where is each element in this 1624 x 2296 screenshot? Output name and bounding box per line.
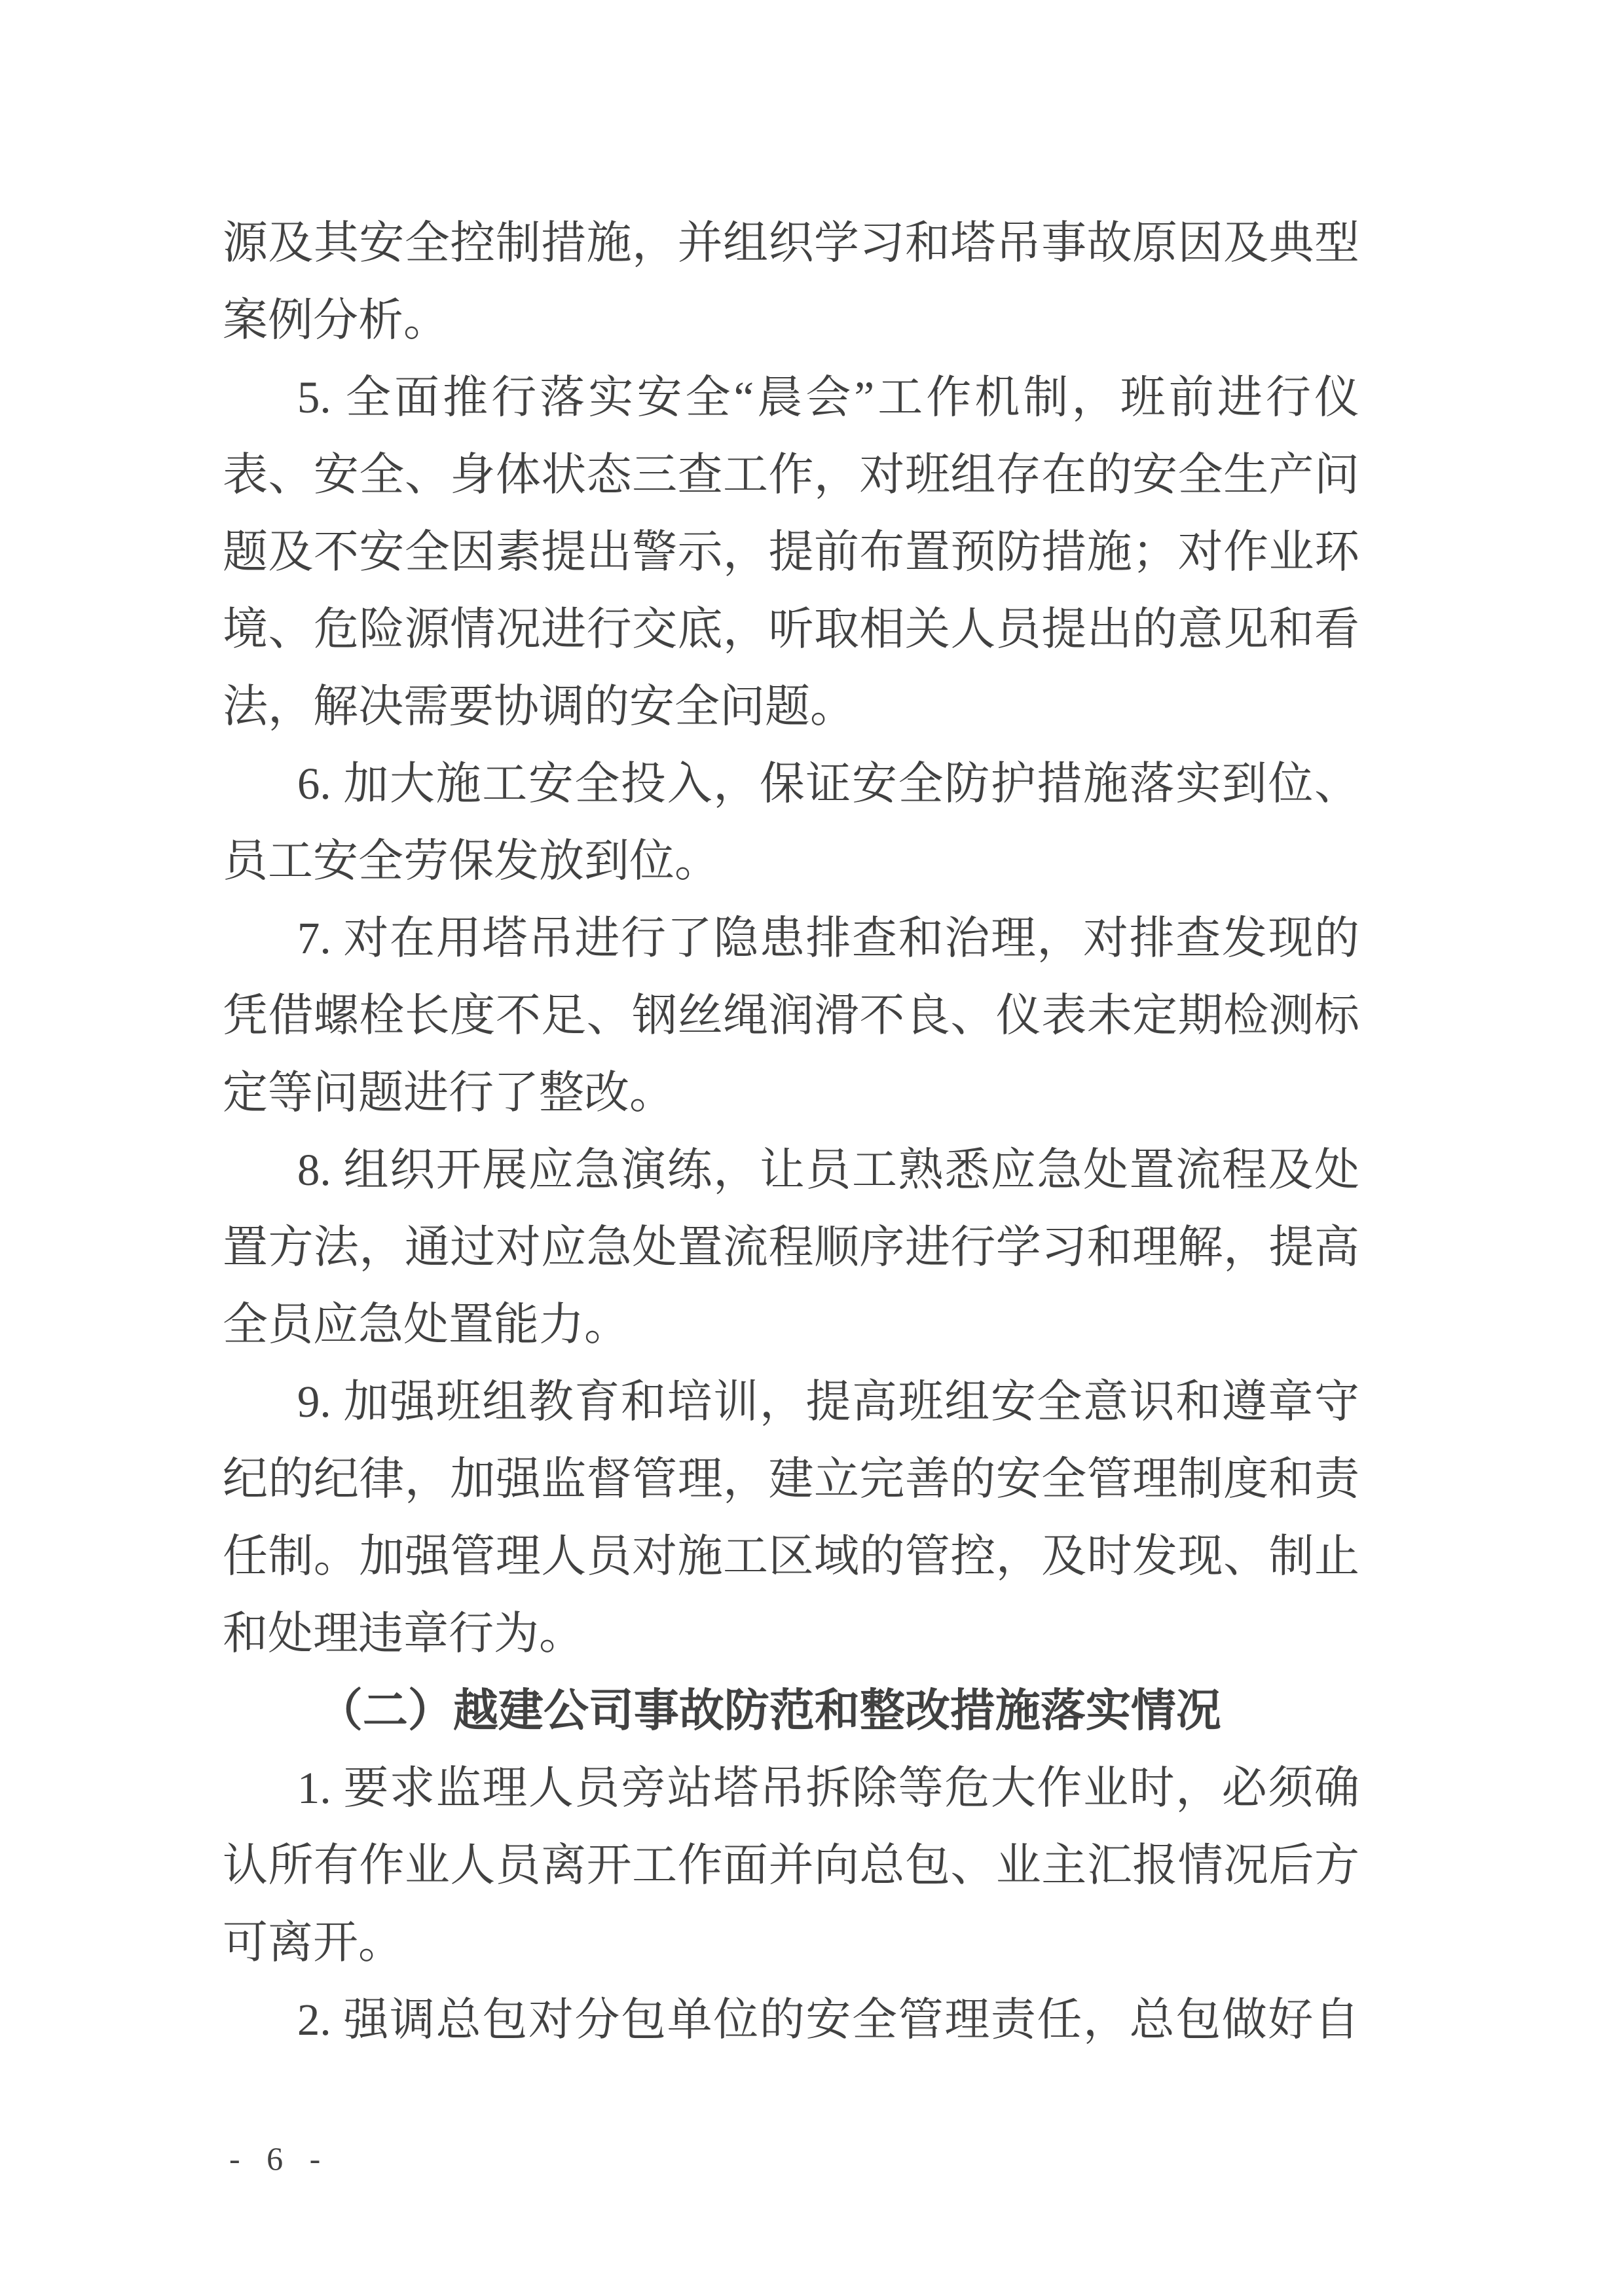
document-line: 法，解决需要协调的安全问题。 bbox=[223, 682, 855, 731]
document-line: 源及其安全控制措施，并组织学习和塔吊事故原因及典型 bbox=[223, 218, 1359, 268]
document-line: 7. 对在用塔吊进行了隐患排查和治理，对排查发现的 bbox=[297, 913, 1359, 963]
document-line: 6. 加大施工安全投入，保证安全防护措施落实到位、 bbox=[297, 759, 1359, 809]
document-line: 认所有作业人员离开工作面并向总包、业主汇报情况后方 bbox=[223, 1840, 1359, 1890]
document-line: 员工安全劳保发放到位。 bbox=[223, 836, 720, 886]
document-line: 9. 加强班组教育和培训，提高班组安全意识和遵章守 bbox=[297, 1377, 1359, 1427]
page-number: - 6 - bbox=[229, 2140, 330, 2177]
document-line: 定等问题进行了整改。 bbox=[223, 1068, 674, 1118]
document-line: 和处理违章行为。 bbox=[223, 1609, 584, 1658]
document-line: 任制。加强管理人员对施工区域的管控，及时发现、制止 bbox=[223, 1531, 1359, 1581]
document-line: 可离开。 bbox=[223, 1918, 403, 1967]
document-line: 2. 强调总包对分包单位的安全管理责任，总包做好自 bbox=[297, 1995, 1359, 2045]
section-heading: （二）越建公司事故防范和整改措施落实情况 bbox=[317, 1686, 1221, 1736]
document-line: 纪的纪律，加强监督管理，建立完善的安全管理制度和责 bbox=[223, 1454, 1359, 1504]
document-line: 8. 组织开展应急演练，让员工熟悉应急处置流程及处 bbox=[297, 1145, 1359, 1195]
document-line: 表、安全、身体状态三查工作，对班组存在的安全生产问 bbox=[223, 450, 1359, 500]
document-line: 案例分析。 bbox=[223, 295, 449, 345]
document-line: 1. 要求监理人员旁站塔吊拆除等危大作业时，必须确 bbox=[297, 1763, 1359, 1813]
document-line: 置方法，通过对应急处置流程顺序进行学习和理解，提高 bbox=[223, 1222, 1359, 1272]
document-line: 题及不安全因素提出警示，提前布置预防措施；对作业环 bbox=[223, 527, 1359, 577]
document-line: 全员应急处置能力。 bbox=[223, 1300, 629, 1349]
document-line: 5. 全面推行落实安全“晨会”工作机制，班前进行仪 bbox=[297, 373, 1359, 422]
document-line: 凭借螺栓长度不足、钢丝绳润滑不良、仪表未定期检测标 bbox=[223, 991, 1359, 1040]
document-line: 境、危险源情况进行交底，听取相关人员提出的意见和看 bbox=[223, 604, 1359, 654]
document-body bbox=[223, 204, 1359, 2058]
